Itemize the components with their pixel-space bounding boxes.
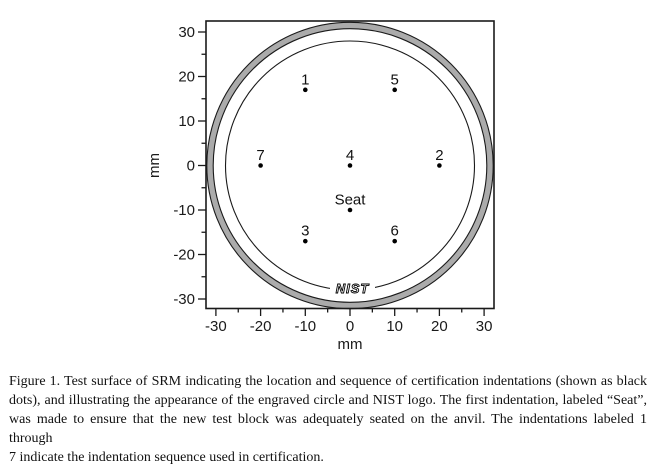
indentation-label: 1 — [301, 71, 310, 89]
nist-logo: NIST — [335, 281, 370, 296]
x-axis-tick-label: -10 — [294, 318, 317, 335]
x-axis-tick-label: -30 — [205, 318, 227, 335]
y-axis-tick-label: 20 — [178, 68, 195, 86]
y-axis-title: mm — [146, 153, 163, 178]
caption-line-1: Figure 1. Test surface of SRM indicating the location and sequence of certification indentations (shown as black — [9, 374, 647, 389]
x-axis-tick-label: -20 — [249, 318, 272, 335]
y-axis-tick-label: -10 — [173, 202, 195, 219]
figure-caption — [9, 372, 647, 467]
x-axis-tick-label: 30 — [475, 318, 493, 335]
indentation-label: 2 — [435, 147, 444, 164]
indentation-label: 7 — [256, 147, 265, 164]
y-axis-tick-label: 0 — [186, 157, 195, 175]
x-axis-tick-label: 20 — [431, 318, 448, 335]
y-axis-tick-label: 30 — [178, 24, 195, 41]
y-axis-tick-label: -30 — [173, 291, 195, 308]
indentation-label: Seat — [334, 191, 366, 209]
x-axis-title: mm — [337, 336, 363, 353]
points-layer — [256, 71, 443, 243]
caption-line-4: 7 indicate the indentation sequence used in certification. — [9, 450, 324, 465]
caption-line-2: dots), and illustrating the appearance of the engraved circle and NIST logo. The first indentation, labeled “Seat”, — [9, 393, 647, 408]
x-axis-tick-label: 10 — [386, 318, 404, 335]
indentation-label: 3 — [301, 222, 310, 240]
indentation-label: 6 — [390, 222, 399, 240]
indentation-label: 4 — [345, 147, 355, 164]
caption-line-3: was made to ensure that the new test block was adequately seated on the anvil. The indentations labeled 1 through — [9, 412, 647, 446]
y-axis-tick-label: -20 — [173, 246, 195, 264]
indentation-label: 5 — [390, 71, 399, 89]
x-axis-tick-label: 0 — [345, 318, 355, 335]
y-axis-tick-label: 10 — [178, 113, 195, 130]
